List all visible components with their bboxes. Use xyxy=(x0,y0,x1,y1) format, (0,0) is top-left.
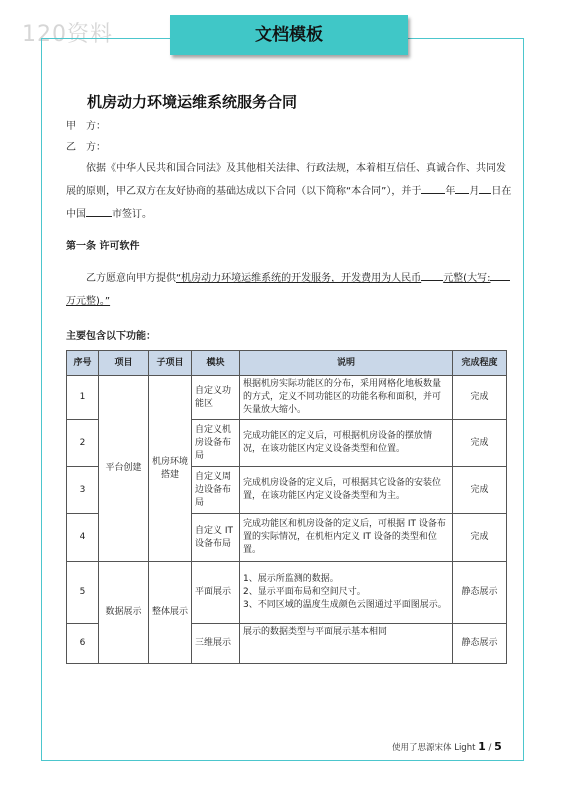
row-status: 完成 xyxy=(453,376,507,420)
header-status: 完成程度 xyxy=(453,351,507,376)
row-no: 1 xyxy=(67,376,99,420)
article-1-line-1 xyxy=(86,269,510,284)
article-1-service: “机房动力环境运维系统的开发服务，开发费用为人民币 xyxy=(176,273,422,284)
row-no: 2 xyxy=(67,420,99,467)
party-a-label: 甲 方： xyxy=(66,121,106,132)
header-item: 项目 xyxy=(99,351,149,376)
page-separator: / xyxy=(488,743,492,753)
year-blank xyxy=(421,184,445,194)
day-label: 日在 xyxy=(491,186,512,197)
row-no: 4 xyxy=(67,514,99,562)
row-module: 自定义 IT 设备布局 xyxy=(192,514,240,562)
row-module: 平面展示 xyxy=(192,562,240,624)
row-module: 三维展示 xyxy=(192,624,240,664)
intro-line-2 xyxy=(66,182,511,197)
header-module: 模块 xyxy=(192,351,240,376)
intro-line-3 xyxy=(66,205,152,220)
function-table xyxy=(66,350,507,664)
row-status: 静态展示 xyxy=(453,562,507,624)
row-status: 完成 xyxy=(453,514,507,562)
year-label: 年 xyxy=(445,186,456,197)
row-module: 自定义周边设备布局 xyxy=(192,467,240,514)
row-description: 展示的数据类型与平面展示基本相同 xyxy=(240,624,453,664)
current-page: 1 xyxy=(478,740,486,753)
row-status: 完成 xyxy=(453,420,507,467)
row-description: 完成功能区的定义后，可根据机房设备的摆放情况，在该功能区内定义设备类型和位置。 xyxy=(240,420,453,467)
article-1-intro: 乙方愿意向甲方提供 xyxy=(86,273,176,284)
table-row xyxy=(67,376,507,420)
total-pages: 5 xyxy=(494,740,502,753)
desc-line: 3、不同区域的温度生成颜色云图通过平面图展示。 xyxy=(243,600,447,610)
city-blank xyxy=(86,207,112,217)
table-row xyxy=(67,562,507,624)
day-blank xyxy=(479,184,491,194)
row-no: 3 xyxy=(67,467,99,514)
functions-heading: 主要包含以下功能： xyxy=(66,331,156,342)
subgroup-room-env: 机房环境搭建 xyxy=(149,376,192,562)
article-1-line-2: 万元整)。” xyxy=(66,296,111,307)
header-description: 说明 xyxy=(240,351,453,376)
row-no: 5 xyxy=(67,562,99,624)
page-footer xyxy=(392,740,502,753)
row-no: 6 xyxy=(67,624,99,664)
row-description: 完成机房设备的定义后，可根据其它设备的安装位置，在该功能区内定义设备类型和为主。 xyxy=(240,467,453,514)
row-status: 完成 xyxy=(453,467,507,514)
country-label: 中国 xyxy=(66,209,86,220)
doc-title: 机房动力环境运维系统服务合同 xyxy=(87,93,298,111)
party-b-label: 乙 方： xyxy=(66,142,106,153)
group-platform-create: 平台创建 xyxy=(99,376,149,562)
row-description xyxy=(240,562,453,624)
watermark: 120资料 xyxy=(22,22,113,47)
template-banner: 文档模板 xyxy=(170,15,408,55)
month-blank xyxy=(455,184,469,194)
article-1-amount-tail: 元整(大写: xyxy=(443,273,491,284)
row-status: 静态展示 xyxy=(453,624,507,664)
row-description: 根据机房实际功能区的分布，采用网格化地板数量的方式，定义不同功能区的功能名称和面积，并可矢量放大缩小。 xyxy=(240,376,453,420)
table-header-row xyxy=(67,351,507,376)
sign-city-label: 市签订。 xyxy=(112,209,152,220)
article-1-heading: 第一条 许可软件 xyxy=(66,241,140,252)
amount-blank xyxy=(421,271,443,281)
row-module: 自定义机房设备布局 xyxy=(192,420,240,467)
font-note: 使用了思源宋体 Light xyxy=(392,743,476,753)
intro-line-2-text: 展的原则，甲乙双方在友好协商的基础达成以下合同（以下简称“本合同”），并于 xyxy=(66,186,422,197)
group-data-display: 数据展示 xyxy=(99,562,149,664)
header-subitem: 子项目 xyxy=(149,351,192,376)
desc-line: 2、显示平面布局和空间尺寸。 xyxy=(243,587,366,597)
subgroup-overall-display: 整体展示 xyxy=(149,562,192,664)
header-no: 序号 xyxy=(67,351,99,376)
intro-line-1: 依据《中华人民共和国合同法》及其他相关法律、行政法规，本着相互信任、真诚合作、共同发 xyxy=(86,163,506,174)
amount-capital-blank xyxy=(490,271,510,281)
month-label: 月 xyxy=(469,186,480,197)
row-description: 完成功能区和机房设备的定义后，可根据 IT 设备布置的实际情况，在机柜内定义 IT 设备的类型和位置。 xyxy=(240,514,453,562)
desc-line: 1、展示所监测的数据。 xyxy=(243,574,339,584)
row-module: 自定义功能区 xyxy=(192,376,240,420)
